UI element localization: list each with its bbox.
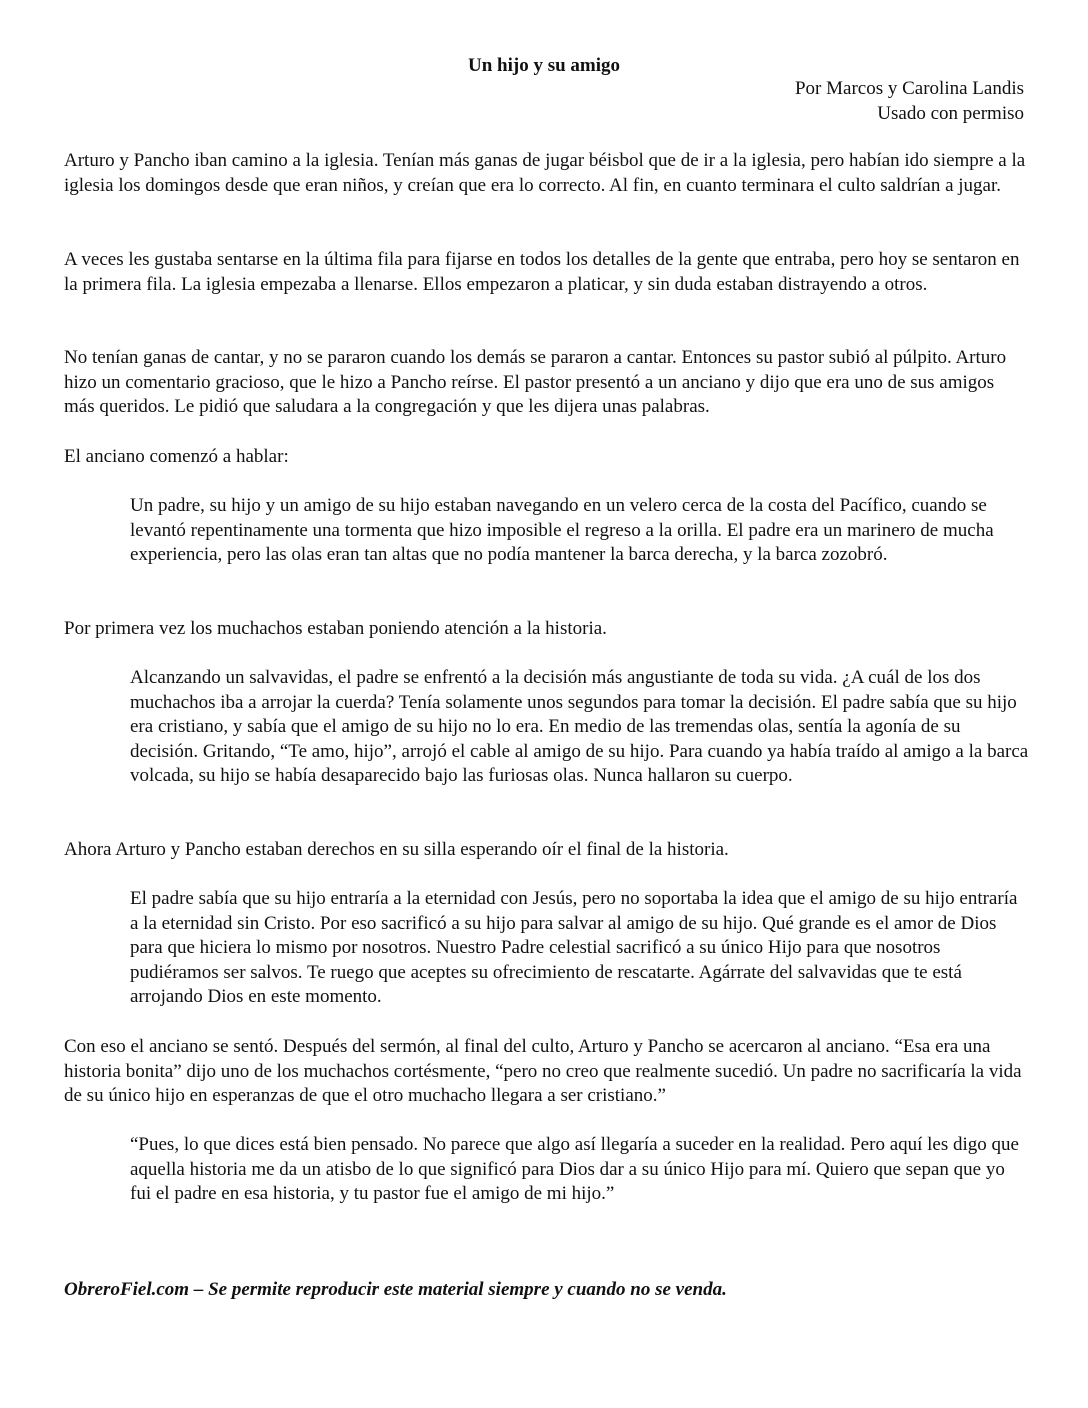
paragraph-7: Con eso el anciano se sentó. Después del sermón, al final del culto, Arturo y Pancho se acercaron al anciano. “Esa era una historia bonita” dijo uno de los muchachos cortésmente, “pero no creo que realmente sucedió. Un padre no sacrificaría la vida de su único hijo en esperanzas de que el otro muchacho llegara a ser cristiano.”	[64, 1036, 1022, 1107]
story-quote-1: Un padre, su hijo y un amigo de su hijo estaban navegando en un velero cerca de la costa del Pacífico, cuando se levantó repentinamente una tormenta que hizo imposible el regreso a la orilla. El padre era un marinero de mucha experiencia, pero las olas eran tan altas que no podía mantener la barca derecha, y la barca zozobró.	[130, 495, 994, 566]
story-quote-3: El padre sabía que su hijo entraría a la eternidad con Jesús, pero no soportaba la idea que el amigo de su hijo entraría a la eternidad sin Cristo. Por eso sacrificó a su hijo para salvar al amigo de su hijo. Qué grande es el amor de Dios para que hiciera lo mismo por nosotros. Nuestro Padre celestial sacrificó a su único Hijo para que nosotros pudiéramos ser salvos. Te ruego que aceptes su ofrecimiento de rescatarte. Agárrate del salvavidas que te está arrojando Dios en este momento.	[130, 888, 1018, 1008]
byline	[795, 76, 1024, 126]
paragraph-1: Arturo y Pancho iban camino a la iglesia. Tenían más ganas de jugar béisbol que de ir a la iglesia, pero habían ido siempre a la iglesia los domingos desde que eran niños, y creían que era lo correcto. Al fin, en cuanto terminara el culto saldrían a jugar.	[64, 150, 1026, 196]
paragraph-3: No tenían ganas de cantar, y no se pararon cuando los demás se pararon a cantar. Entonces su pastor subió al púlpito. Arturo hizo un comentario gracioso, que le hizo a Pancho reírse. El pastor presentó a un anciano y dijo que era uno de sus amigos más queridos. Le pidió que saludara a la congregación y que les dijera unas palabras.	[64, 347, 1007, 418]
paragraph-2: A veces les gustaba sentarse en la última fila para fijarse en todos los detalles de la gente que entraba, pero hoy se sentaron en la primera fila. La iglesia empezaba a llenarse. Ellos empezaron a platicar, y sin duda estaban distrayendo a otros.	[64, 249, 1020, 295]
footer-notice: ObreroFiel.com – Se permite reproducir este material siempre y cuando no se venda.	[64, 1279, 727, 1300]
paragraph-6: Ahora Arturo y Pancho estaban derechos en su silla esperando oír el final de la historia.	[64, 839, 729, 860]
story-quote-4: “Pues, lo que dices está bien pensado. No parece que algo así llegaría a suceder en la realidad. Pero aquí les digo que aquella historia me da un atisbo de lo que significó para Dios dar a su único Hijo para mí. Quiero que sepan que yo fui el padre en esa historia, y tu pastor fue el amigo de mi hijo.”	[130, 1134, 1019, 1205]
paragraph-5: Por primera vez los muchachos estaban poniendo atención a la historia.	[64, 618, 607, 639]
story-quote-2: Alcanzando un salvavidas, el padre se enfrentó a la decisión más angustiante de toda su vida. ¿A cuál de los dos muchachos iba a arrojar la cuerda? Tenía solamente unos segundos para tomar la decisión. El padre sabía que su hijo era cristiano, y sabía que el amigo de su hijo no lo era. En medio de las tremendas olas, sentía la agonía de su decisión. Gritando, “Te amo, hijo”, arrojó el cable al amigo de su hijo. Para cuando ya había traído al amigo a la barca volcada, su hijo se había desaparecido bajo las furiosas olas. Nunca hallaron su cuerpo.	[130, 667, 1029, 787]
document-title: Un hijo y su amigo	[467, 55, 621, 76]
paragraph-4: El anciano comenzó a hablar:	[64, 446, 289, 467]
byline-authors: Por Marcos y Carolina Landis	[794, 78, 1024, 99]
byline-permission: Usado con permiso	[877, 103, 1024, 124]
